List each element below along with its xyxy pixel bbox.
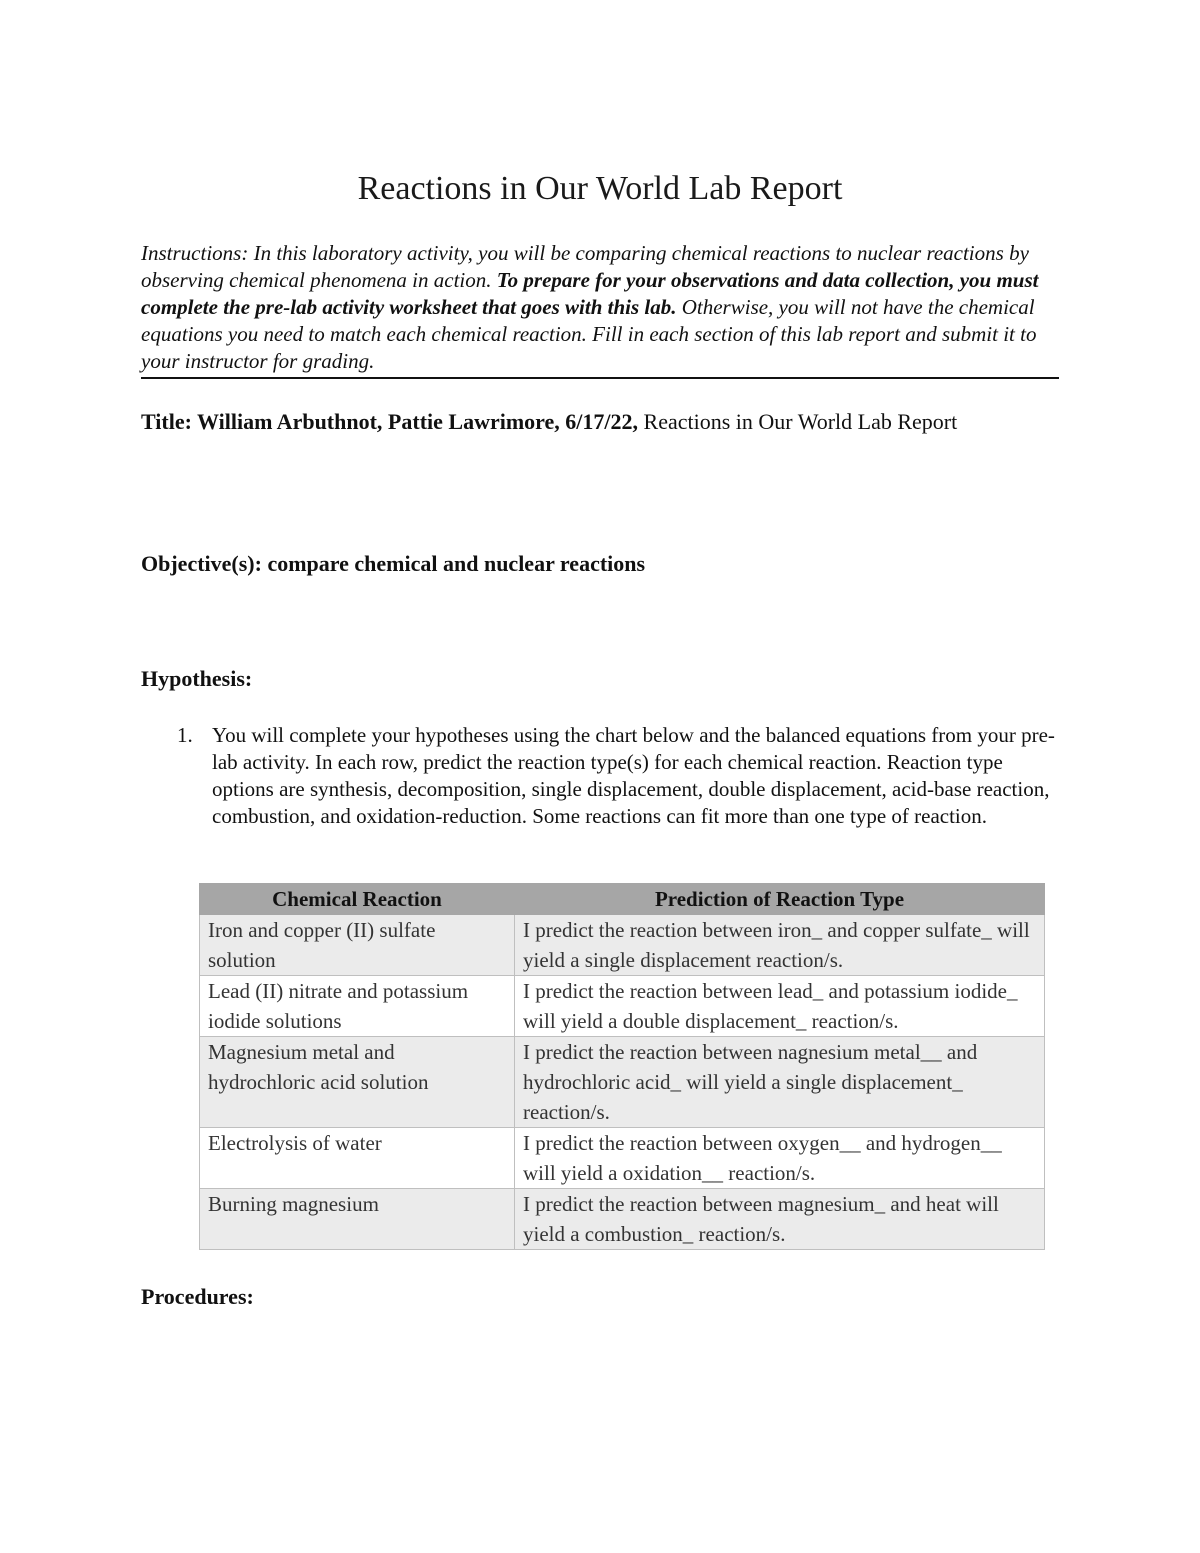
- prediction-cell: I predict the reaction between magnesium_ and heat will yield a combustion_ reaction/s.: [515, 1189, 1045, 1250]
- prediction-cell: I predict the reaction between lead_ and potassium iodide_ will yield a double displacement_ reaction/s.: [515, 976, 1045, 1037]
- procedures-heading: Procedures:: [141, 1284, 254, 1309]
- header-prediction: Prediction of Reaction Type: [515, 884, 1045, 915]
- table-row: [200, 1037, 1045, 1128]
- report-title-label: Title: William Arbuthnot, Pattie Lawrimore, 6/17/22,: [141, 409, 639, 434]
- hypothesis-list: [141, 722, 1061, 830]
- document-title: Reactions in Our World Lab Report: [357, 170, 843, 207]
- reaction-cell: Lead (II) nitrate and potassium iodide solutions: [200, 976, 515, 1037]
- prediction-cell: I predict the reaction between iron_ and copper sulfate_ will yield a single displacement reaction/s.: [515, 915, 1045, 976]
- hypothesis-item-text: You will complete your hypotheses using the chart below and the balanced equations from your pre-lab activity. In each row, predict the reaction type(s) for each chemical reaction. Reaction type options are synthesis, decomposition, single displacement, double displacement, acid-base reaction, combustion, and oxidation-reduction. Some reactions can fit more than one type of reaction.: [212, 723, 1055, 828]
- instructions-bold-text: To prepare for your observations and data collection, you must complete the pre-lab activity worksheet that goes with this lab.: [141, 268, 1039, 319]
- hypothesis-heading: Hypothesis:: [141, 666, 253, 691]
- reaction-prediction-table: [199, 883, 1045, 1250]
- hypothesis-item: [141, 722, 1061, 830]
- table-header-row: [200, 884, 1045, 915]
- hypothesis-item-number: 1.: [177, 723, 193, 747]
- instructions-text-1: Instructions: In this laboratory activity, you will be comparing chemical reactions to nuclear reactions by observing chemical phenomena in action.: [141, 241, 1029, 292]
- report-title-text: Reactions in Our World Lab Report: [638, 409, 958, 434]
- reaction-cell: Iron and copper (II) sulfate solution: [200, 915, 515, 976]
- table-row: [200, 1128, 1045, 1189]
- prediction-cell: I predict the reaction between oxygen__ and hydrogen__ will yield a oxidation__ reaction/s.: [515, 1128, 1045, 1189]
- instructions-text-2: Otherwise, you will not have the chemical equations you need to match each chemical reaction. Fill in each section of this lab report and submit it to your instructor for grading.: [141, 295, 1037, 373]
- table-row: [200, 1189, 1045, 1250]
- header-chemical-reaction: Chemical Reaction: [200, 884, 515, 915]
- prediction-cell: I predict the reaction between nagnesium metal__ and hydrochloric acid_ will yield a single displacement_ reaction/s.: [515, 1037, 1045, 1128]
- objective-heading: Objective(s): compare chemical and nuclear reactions: [141, 551, 646, 576]
- reaction-cell: Electrolysis of water: [200, 1128, 515, 1189]
- table-row: [200, 915, 1045, 976]
- reaction-cell: Burning magnesium: [200, 1189, 515, 1250]
- table-row: [200, 976, 1045, 1037]
- reaction-cell: Magnesium metal and hydrochloric acid solution: [200, 1037, 515, 1128]
- instructions-paragraph: [141, 240, 1059, 379]
- report-title-line: [141, 407, 1071, 437]
